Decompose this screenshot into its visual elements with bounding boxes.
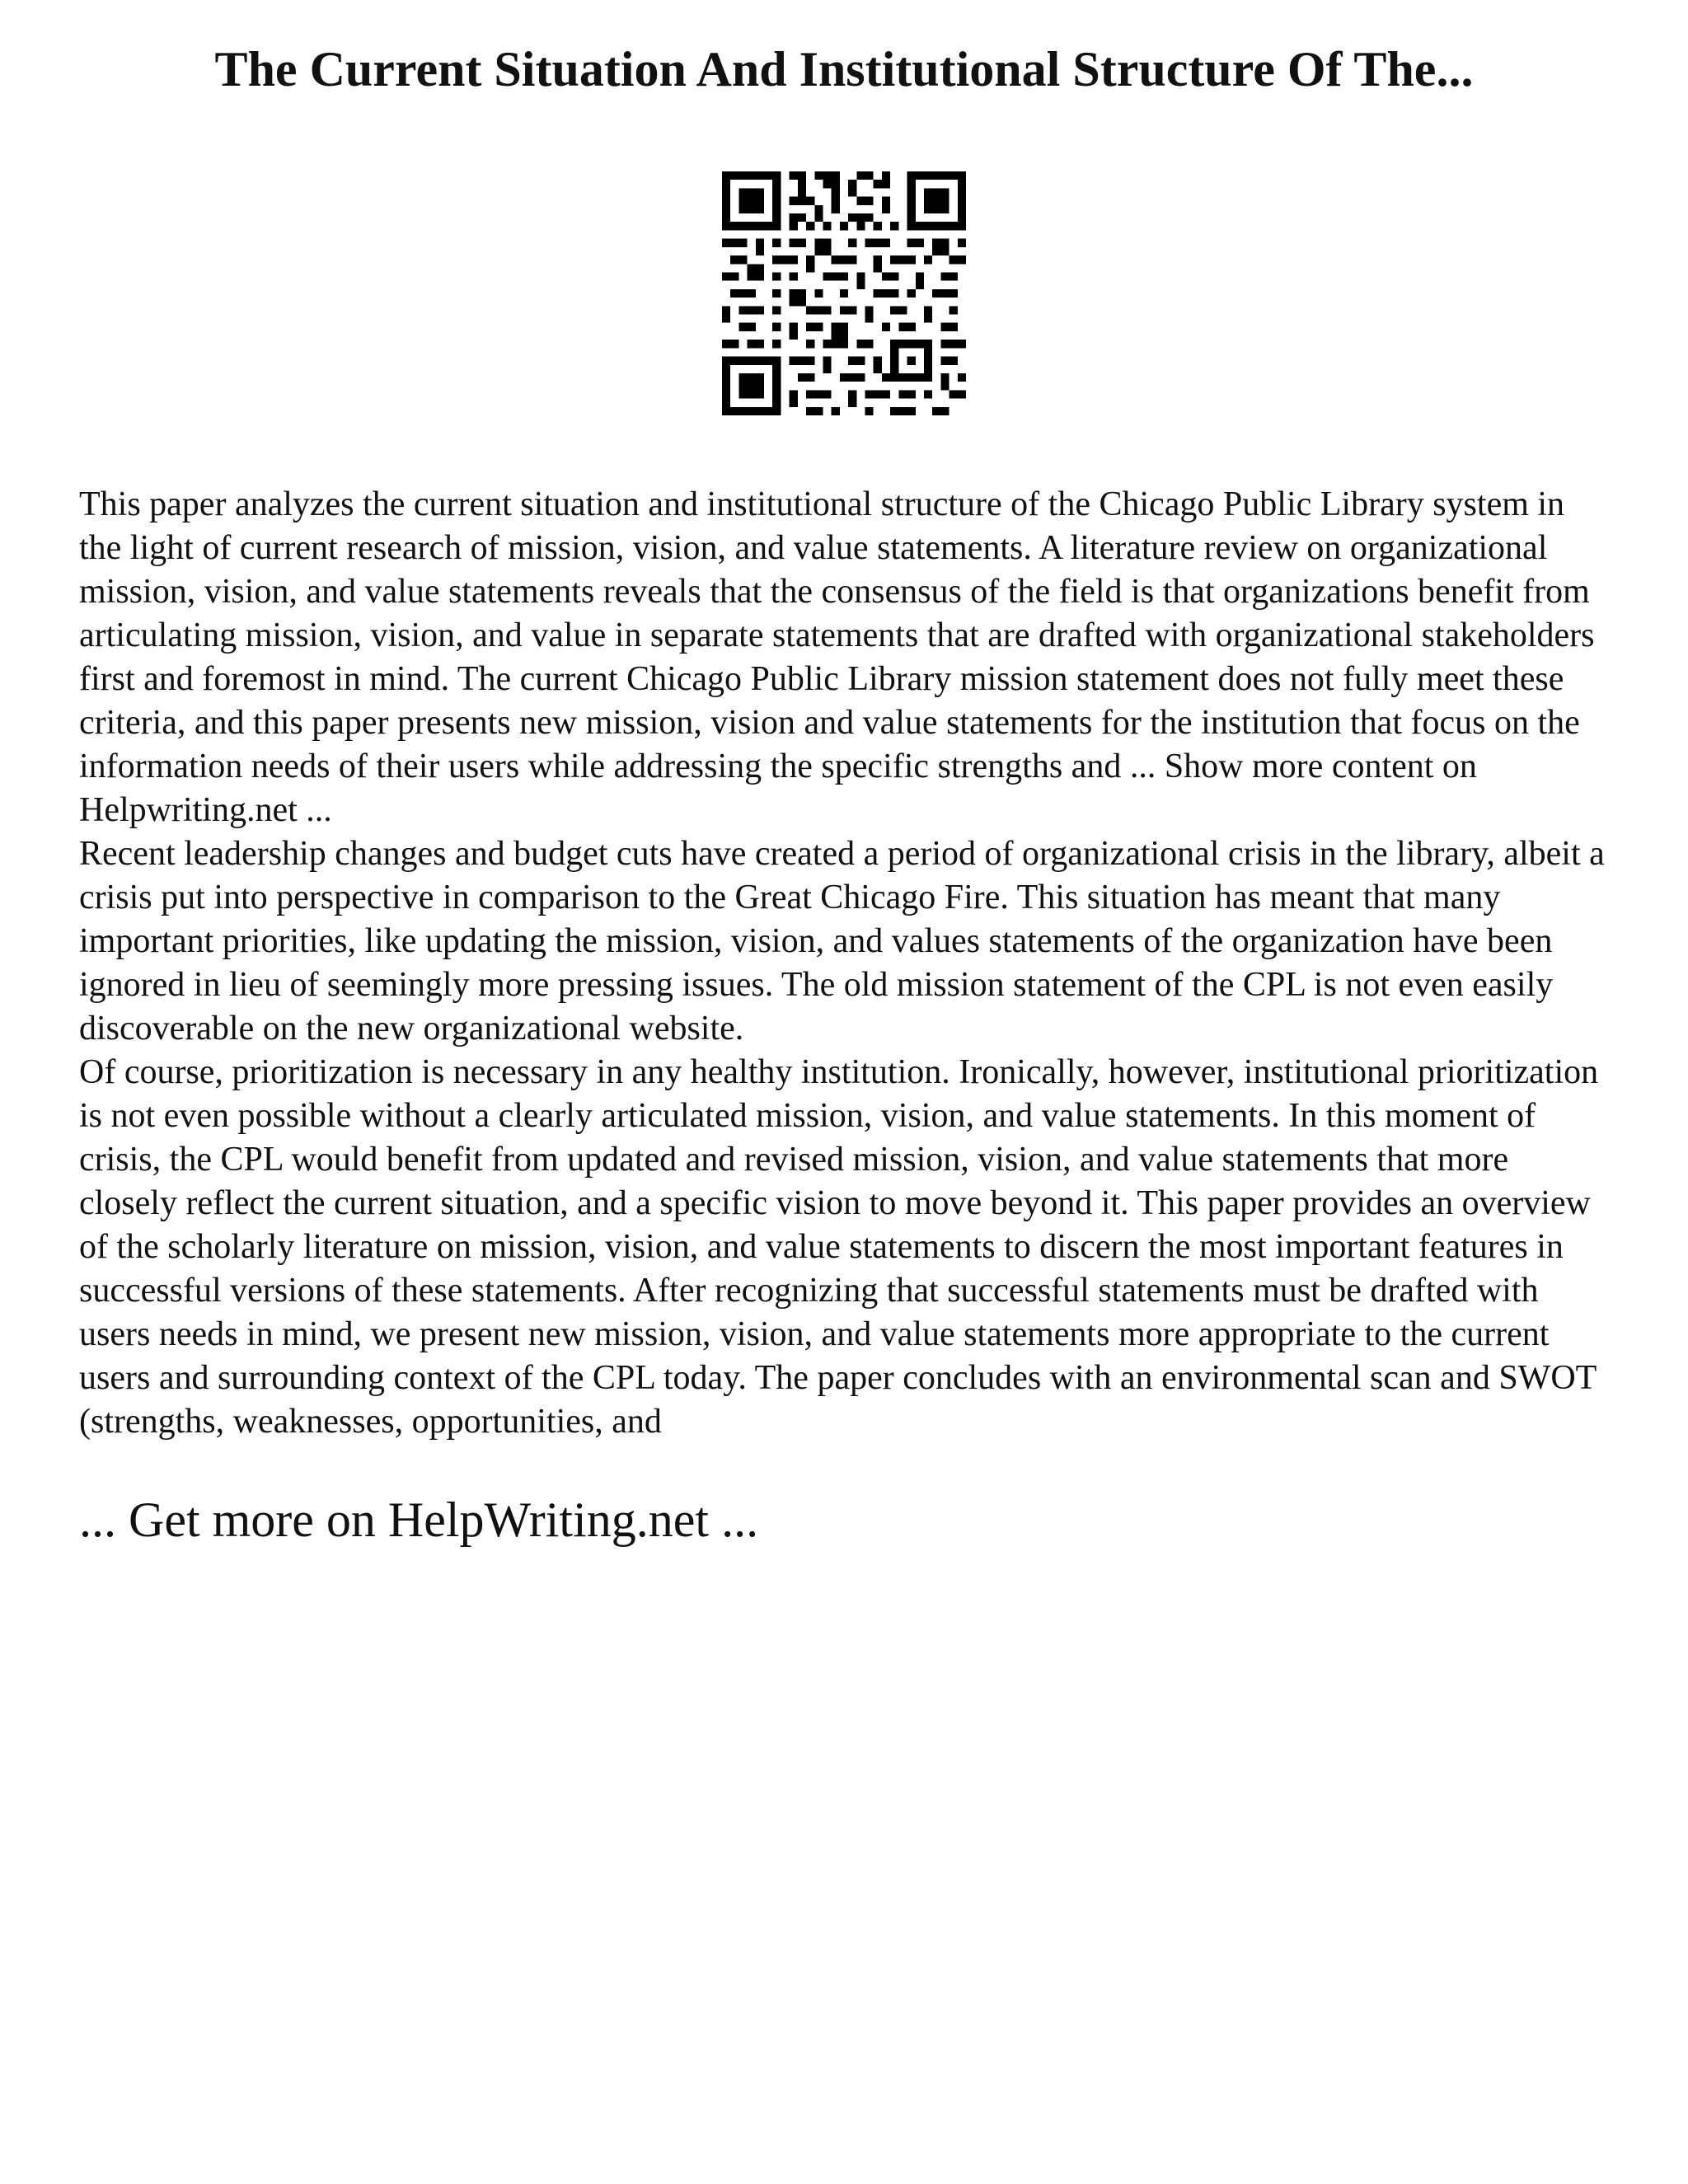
paragraph-3: Of course, prioritization is necessary in any healthy institution. Ironically, however, institutional prioritization is not even possible without a clearly articulated mission, vision, and value statements. In this moment of crisis, the CPL would benefit from updated and revised mission, vision, and value statements that more closely reflect the current situation, and a specific vision to move beyond it. This paper provides an overview of the scholarly literature on mission, vision, and value statements to discern the most important features in successful versions of these statements. After recognizing that successful statements must be drafted with users needs in mind, we present new mission, vision, and value statements more appropriate to the current users and surrounding context of the CPL today. The paper concludes with an environmental scan and SWOT (strengths, weaknesses, opportunities, and [79,1053,1599,1441]
qr-code-icon [722,171,966,415]
get-more-link[interactable]: ... Get more on HelpWriting.net ... [79,1493,759,1547]
paragraph-1: This paper analyzes the current situation and institutional structure of the Chicago Public Library system in the light of current research of mission, vision, and value statements. A literature review on organizational mission, vision, and value statements reveals that the consensus of the field is that organizations benefit from articulating mission, vision, and value in separate statements that are drafted with organizational stakeholders first and foremost in mind. The current Chicago Public Library mission statement does not fully meet these criteria, and this paper presents new mission, vision and value statements for the institution that focus on the information needs of their users while addressing the specific strengths and ... Show more content on Helpwriting.net ... [79,485,1595,829]
paragraph-2: Recent leadership changes and budget cuts have created a period of organizational crisis in the library, albeit a crisis put into perspective in comparison to the Great Chicago Fire. This situation has meant that many important priorities, like updating the mission, vision, and values statements of the organization have been ignored in lieu of seemingly more pressing issues. The old mission statement of the CPL is not even easily discoverable on the new organizational website. [79,835,1605,1047]
article-body [79,483,1612,1444]
document-title: The Current Situation And Institutional Structure Of The... [214,42,1474,96]
